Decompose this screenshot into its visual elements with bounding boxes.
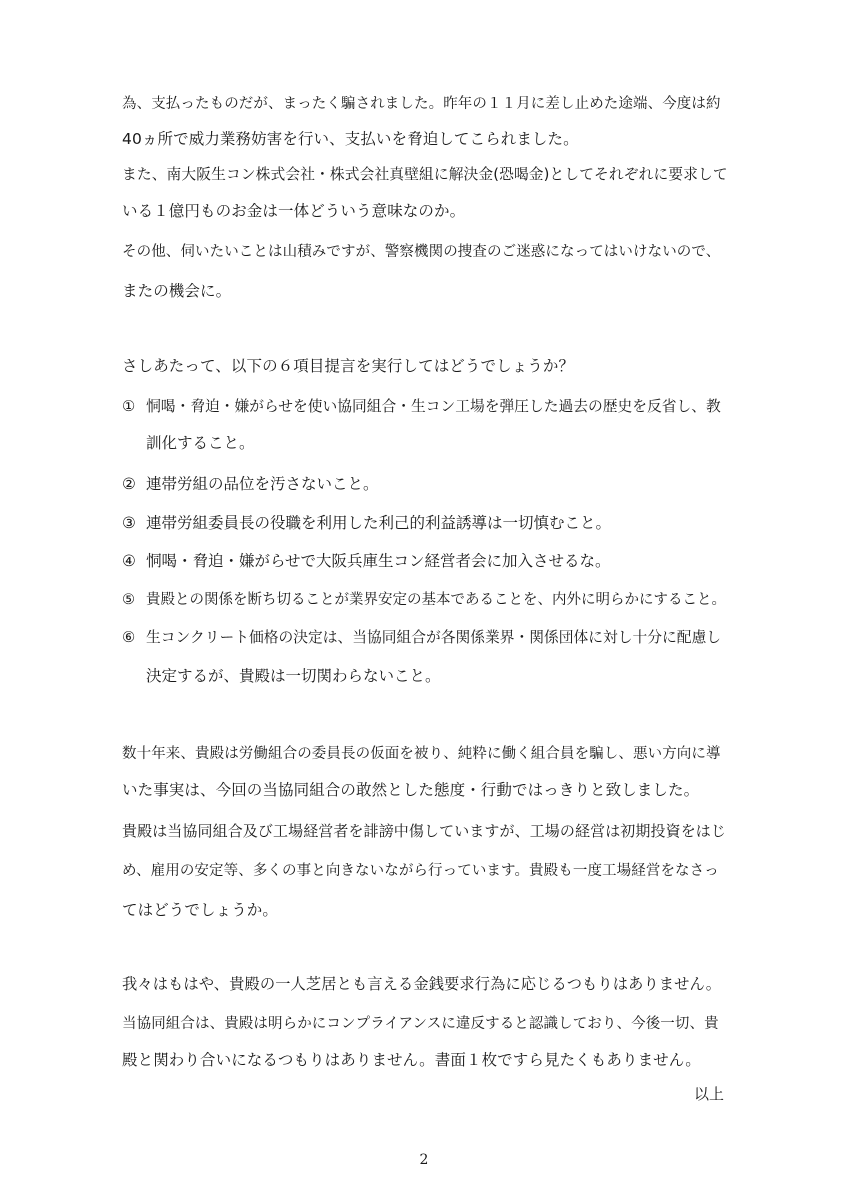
- proposal-item: [122, 397, 721, 417]
- text-line: 殿と関わり合いになるつもりはありません。書面１枚ですら見たくもありません。: [122, 1051, 701, 1069]
- proposal-number: ④: [122, 552, 136, 570]
- proposal-number: ①: [122, 398, 136, 415]
- proposal-text: 生コンクリート価格の決定は、当協同組合が各関係業界・関係団体に対し十分に配慮し: [146, 629, 721, 646]
- proposal-number: ②: [122, 475, 136, 493]
- text-line: てはどうでしょうか。: [122, 901, 279, 919]
- proposal-item: [122, 551, 611, 571]
- proposal-item: [122, 590, 726, 610]
- proposal-number: ③: [122, 514, 136, 532]
- text-line: 数十年来、貴殿は労働組合の委員長の仮面を被り、純粋に働く組合員を騙し、悪い方向に導: [122, 746, 721, 762]
- proposal-intro: さしあたって、以下の６項目提言を実行してはどうでしょうか？: [122, 357, 575, 375]
- text-line: 40ヵ所で威力業務妨害を行い、支払いを脅迫してこられました。: [122, 130, 579, 148]
- text-line: その他、伺いたいことは山積みですが、警察機関の捜査のご迷惑になってはいけないので、: [122, 244, 721, 260]
- text-line: いる１億円ものお金は一体どういう意味なのか。: [122, 202, 466, 220]
- closing-remark: 以上: [693, 1085, 724, 1103]
- proposal-number: ⑤: [122, 592, 135, 608]
- proposal-text: 貴殿との関係を断ち切ることが業界安定の基本であることを、内外に明らかにすること。: [146, 592, 726, 608]
- text-line: また、南大阪生コン株式会社・株式会社真壁組に解決金(恐喝金)としてそれぞれに要求して: [122, 166, 728, 183]
- proposal-item: [122, 474, 379, 494]
- proposal-text-continued: 決定するが、貴殿は一切関わらないこと。: [146, 667, 441, 685]
- text-line: 我々はもはや、貴殿の一人芝居とも言える金銭要求行為に応じるつもりはありません。: [122, 975, 722, 993]
- proposal-item: [122, 628, 721, 648]
- proposal-number: ⑥: [122, 629, 136, 646]
- text-line: 為、支払ったものだが、まったく騙されました。昨年の１１月に差し止めた途端、今度は約: [122, 96, 721, 112]
- proposal-text: 連帯労組委員長の役職を利用した利己的利益誘導は一切慎むこと。: [146, 514, 612, 532]
- proposal-item: [122, 513, 611, 533]
- proposal-text: 恫喝・脅迫・嫌がらせを使い協同組合・生コン工場を弾圧した過去の歴史を反省し、教: [146, 398, 721, 415]
- proposal-text: 連帯労組の品位を汚さないこと。: [146, 475, 379, 493]
- text-line: またの機会に。: [122, 282, 232, 300]
- text-line: め、雇用の安定等、多くの事と向きないながら行っています。貴殿も一度工場経営をなさっ: [122, 863, 719, 879]
- proposal-text: 恫喝・脅迫・嫌がらせで大阪兵庫生コン経営者会に加入させるな。: [146, 552, 611, 570]
- proposal-text-continued: 訓化すること。: [146, 434, 255, 452]
- text-line: 貴殿は当協同組合及び工場経営者を誹謗中傷していますが、工場の経営は初期投資をはじ: [122, 822, 727, 840]
- text-line: 当協同組合は、貴殿は明らかにコンプライアンスに違反すると認識しており、今後一切、貴: [122, 1016, 719, 1032]
- text-line: いた事実は、今回の当協同組合の敢然とした態度・行動ではっきりと致しました。: [122, 781, 700, 799]
- page-number: 2: [419, 1152, 429, 1168]
